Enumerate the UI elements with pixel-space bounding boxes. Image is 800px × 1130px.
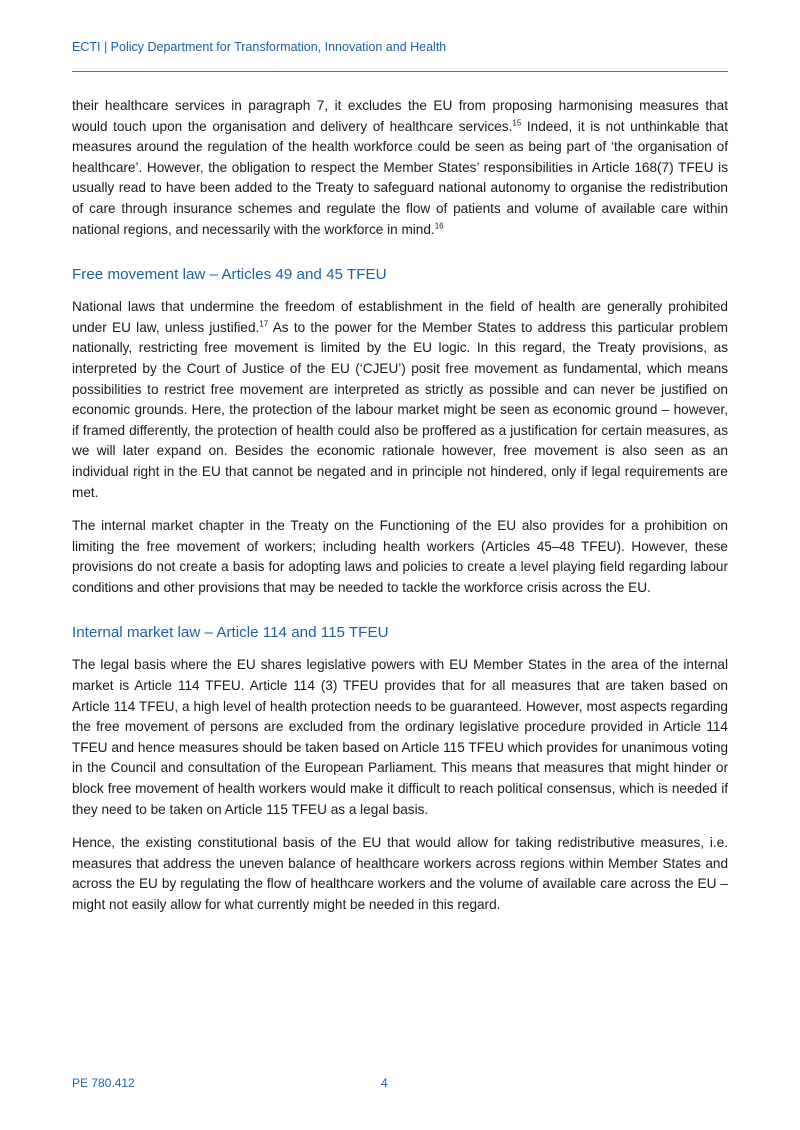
footnote-ref-16[interactable]: 16 xyxy=(434,221,444,231)
paragraph-2-text-b: As to the power for the Member States to address this particular problem nationally, restricting free movement is limited by the EU logic. In this regard, the Treaty provisions, as interpreted by the Court of Justice of the EU (‘CJEU’) posit free movement as fundamental, which means possibilities to restrict free movement are interpreted as strictly as possible and can never be justified on economic grounds. Here, the protection of the labour market might be seen as economic ground – however, if framed differently, the protection of health could also be proffered as a justification for certain measures, as we will later expand on. Besides the economic rationale however, free movement is also seen as an individual right in the EU that cannot be negated and in principle not hindered, only if legal requirements are met. xyxy=(72,319,728,500)
paragraph-5: Hence, the existing constitutional basis of the EU that would allow for taking redistributive measures, i.e. measures that address the uneven balance of healthcare workers across regions within Member States and across the EU by regulating the flow of healthcare workers and the volume of available care across the EU – might not easily allow for what currently might be needed in this regard. xyxy=(72,835,728,912)
paragraph-1-text-a: their healthcare services in paragraph 7, it excludes the EU from proposing harmonising measures that would touch upon the organisation and delivery of healthcare services. xyxy=(72,98,728,134)
footnote-ref-17[interactable]: 17 xyxy=(259,319,269,329)
document-reference: PE 780.412 xyxy=(72,1076,135,1090)
running-header: ECTI | Policy Department for Transformation, Innovation and Health xyxy=(72,40,447,54)
footnote-ref-15[interactable]: 15 xyxy=(512,118,522,128)
paragraph-4: The legal basis where the EU shares legislative powers with EU Member States in the area of the internal market is Article 114 TFEU. Article 114 (3) TFEU provides that for all measures that are taken based on Article 114 TFEU, a high level of health protection needs to be guaranteed. However, most aspects regarding the free movement of persons are excluded from the ordinary legislative procedure provided in Article 114 TFEU and hence measures should be taken based on Article 115 TFEU which provides for unanimous voting in the Council and consultation of the European Parliament. This means that measures that might hinder or block free movement of health workers would make it difficult to reach political consensus, which is needed if they need to be taken on Article 115 TFEU as a legal basis. xyxy=(72,657,728,817)
page-body xyxy=(72,96,728,929)
header-divider xyxy=(72,71,728,72)
paragraph-2-text-a: National laws that undermine the freedom of establishment in the field of health are generally prohibited under EU law, unless justified. xyxy=(72,299,728,335)
section-heading-free-movement: Free movement law – Articles 49 and 45 TFEU xyxy=(72,266,387,284)
paragraph-3: The internal market chapter in the Treaty on the Functioning of the EU also provides for a prohibition on limiting the free movement of workers; including health workers (Articles 45–48 TFEU). However, these provisions do not create a basis for adopting laws and policies to create a level playing field regarding labour conditions and other provisions that may be needed to tackle the workforce crisis across the EU. xyxy=(72,518,728,595)
section-heading-internal-market: Internal market law – Article 114 and 115 TFEU xyxy=(72,624,389,642)
paragraph-1-text-b: Indeed, it is not unthinkable that measures around the regulation of the health workforce could be seen as being part of ‘the organisation of healthcare’. However, the obligation to respect the Member States’ responsibilities in Article 168(7) TFEU is usually read to have been added to the Treaty to safeguard national autonomy to organise the redistribution of care through insurance schemes and regulate the flow of patients and volume of available care within national regions, and necessarily with the workforce in mind. xyxy=(72,118,728,237)
page-number: 4 xyxy=(381,1076,388,1090)
paragraph-1 xyxy=(72,96,728,240)
paragraph-2 xyxy=(72,297,728,503)
